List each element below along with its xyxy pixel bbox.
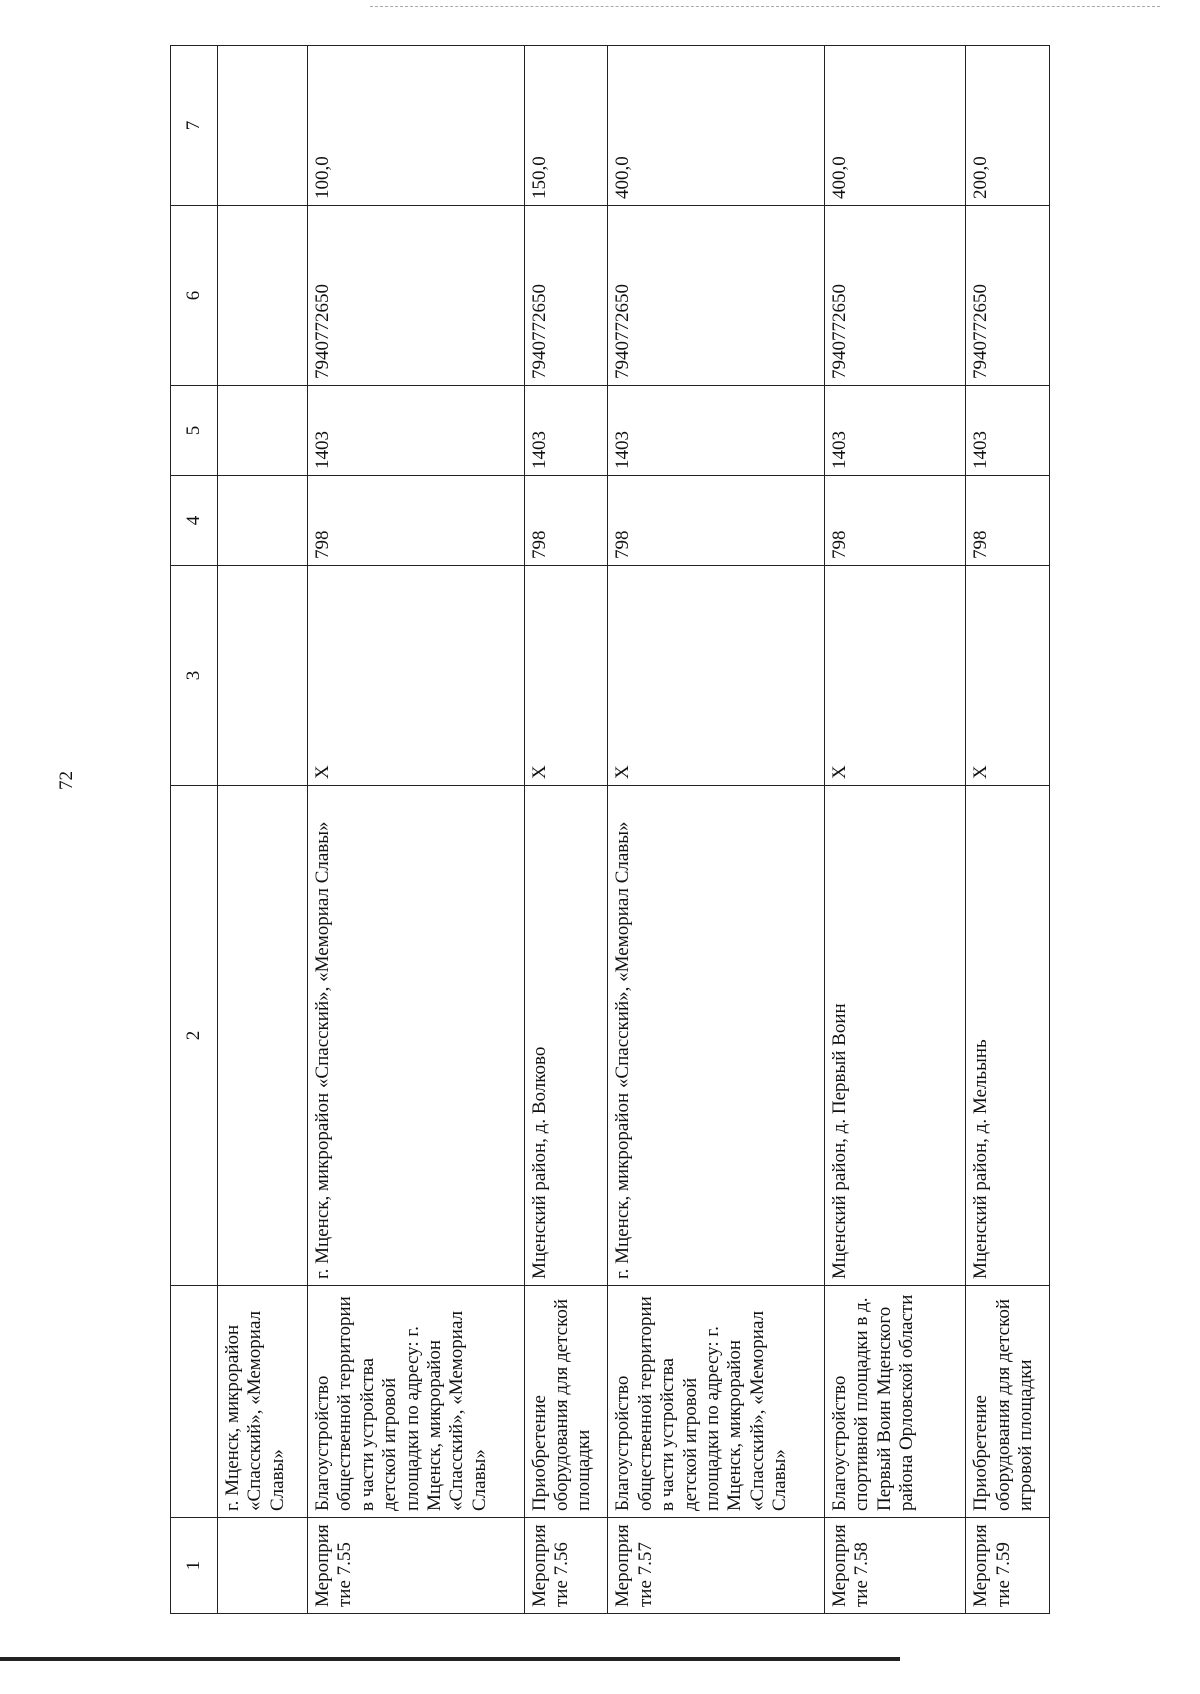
code-5-cell: 1403: [824, 386, 965, 476]
description-cell: г. Мценск, микрорайон «Спасский», «Мемориал Славы»: [218, 1286, 308, 1518]
mark-cell: Х: [524, 566, 608, 786]
amount-cell: 150,0: [524, 46, 608, 206]
mark-cell: Х: [608, 566, 825, 786]
description-cell: Благоустройство спортивной площадки в д. Первый Воин Мценского района Орловской области: [824, 1286, 965, 1518]
amount-cell: 100,0: [308, 46, 525, 206]
mark-cell: Х: [966, 566, 1050, 786]
measure-cell: Мероприятие 7.58: [824, 1518, 965, 1614]
location-cell: г. Мценск, микрорайон «Спасский», «Мемориал Славы»: [308, 786, 525, 1286]
scan-edge-line: [370, 6, 1160, 8]
table-row: [308, 46, 525, 1614]
page-bottom-rule: [0, 1657, 900, 1661]
measure-cell: Мероприятие 7.59: [966, 1518, 1050, 1614]
code-4-cell: 798: [824, 476, 965, 566]
code-4-cell: 798: [966, 476, 1050, 566]
code-5-cell: 1403: [966, 386, 1050, 476]
measure-cell: Мероприятие 7.55: [308, 1518, 525, 1614]
amount-cell: 400,0: [824, 46, 965, 206]
code-5-cell: 1403: [524, 386, 608, 476]
description-cell: Благоустройство общественной территории в части устройства детской игровой площадки по адресу: г. Мценск, микрорайон «Спасский», «Мемориал Славы»: [608, 1286, 825, 1518]
table-row: [824, 46, 965, 1614]
measure-cell: [218, 1518, 308, 1614]
amount-cell: [218, 46, 308, 206]
code-6-cell: [218, 206, 308, 386]
table-row: [966, 46, 1050, 1614]
location-cell: [218, 786, 308, 1286]
location-cell: Мценский район, д. Мельынь: [966, 786, 1050, 1286]
table-row: [524, 46, 608, 1614]
header-col-4: 4: [171, 476, 218, 566]
code-4-cell: 798: [524, 476, 608, 566]
code-6-cell: 7940772650: [966, 206, 1050, 386]
table-header-row: [171, 46, 218, 1614]
location-cell: Мценский район, д. Волково: [524, 786, 608, 1286]
description-cell: Благоустройство общественной территории в части устройства детской игровой площадки по адресу: г. Мценск, микрорайон «Спасский», «Мемориал Славы»: [308, 1286, 525, 1518]
description-cell: Приобретение оборудования для детской игровой площадки: [966, 1286, 1050, 1518]
header-col-1: 1: [171, 1518, 218, 1614]
header-col-6: 6: [171, 206, 218, 386]
header-col-3: 3: [171, 566, 218, 786]
mark-cell: Х: [824, 566, 965, 786]
amount-cell: 400,0: [608, 46, 825, 206]
measure-cell: Мероприятие 7.56: [524, 1518, 608, 1614]
code-4-cell: 798: [608, 476, 825, 566]
mark-cell: [218, 566, 308, 786]
header-col-desc: [171, 1286, 218, 1518]
measure-cell: Мероприятие 7.57: [608, 1518, 825, 1614]
page-number: 72: [56, 771, 77, 790]
mark-cell: Х: [308, 566, 525, 786]
header-col-2: 2: [171, 786, 218, 1286]
code-6-cell: 7940772650: [308, 206, 525, 386]
description-cell: Приобретение оборудования для детской площадки: [524, 1286, 608, 1518]
code-6-cell: 7940772650: [608, 206, 825, 386]
code-4-cell: 798: [308, 476, 525, 566]
amount-cell: 200,0: [966, 46, 1050, 206]
header-col-5: 5: [171, 386, 218, 476]
table-row: [608, 46, 825, 1614]
code-6-cell: 7940772650: [824, 206, 965, 386]
code-6-cell: 7940772650: [524, 206, 608, 386]
location-cell: Мценский район, д. Первый Воин: [824, 786, 965, 1286]
header-col-7: 7: [171, 46, 218, 206]
table-row: [218, 46, 308, 1614]
location-cell: г. Мценск, микрорайон «Спасский», «Мемориал Славы»: [608, 786, 825, 1286]
code-5-cell: 1403: [608, 386, 825, 476]
code-5-cell: 1403: [308, 386, 525, 476]
document-area: [170, 46, 1050, 1614]
budget-table: [170, 45, 1050, 1614]
code-5-cell: [218, 386, 308, 476]
code-4-cell: [218, 476, 308, 566]
